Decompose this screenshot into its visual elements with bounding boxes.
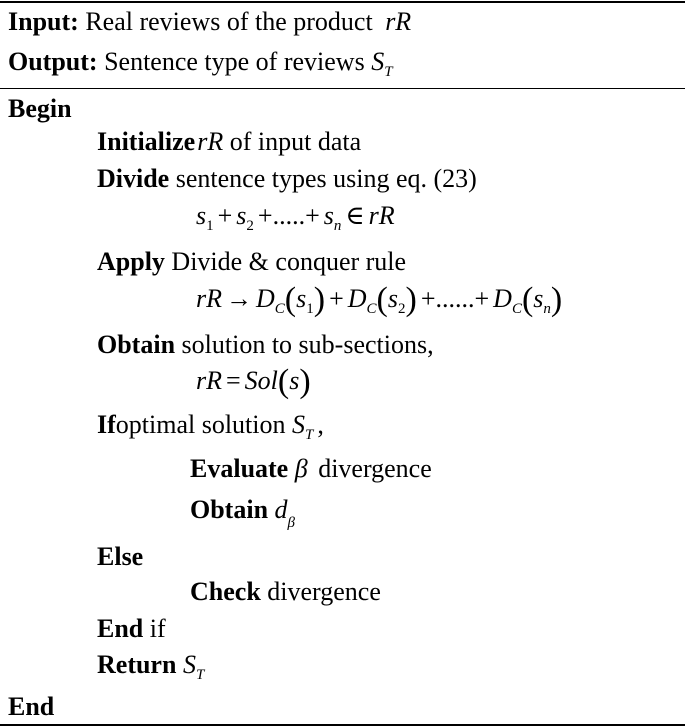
check-line — [190, 577, 381, 607]
check-keyword: Check — [190, 577, 261, 606]
obtain-d-line — [190, 495, 295, 538]
input-text: Real reviews of the product — [85, 7, 373, 36]
initialize-var: rR — [197, 127, 224, 156]
output-var: S — [371, 47, 385, 76]
divide-text: sentence types using eq. (23) — [175, 164, 477, 193]
obtain2-sub: β — [287, 515, 296, 531]
divide-line — [97, 164, 477, 194]
evaluate-line — [190, 454, 432, 484]
evaluate-var: β — [294, 454, 308, 483]
endif-text: if — [149, 614, 166, 643]
if-keyword: If — [97, 410, 116, 439]
return-line — [97, 650, 204, 690]
top-rule — [0, 1, 685, 3]
obtain2-keyword: Obtain — [190, 495, 269, 524]
equation-sum: $s_1 + s_2$ +.....+ $s_n$ ∈ rR — [196, 201, 395, 234]
output-label: Output: — [8, 47, 98, 76]
if-line: Ifoptimal solution $S_T$ , — [97, 410, 324, 443]
header-rule — [0, 88, 685, 89]
begin-keyword: Begin — [8, 94, 72, 123]
equation-divide: rR → $D_C(s_1) + D_C(s_2)$ +......+ $D_C(s_n)$ — [196, 281, 563, 318]
input-line — [8, 7, 411, 37]
end-line — [8, 692, 54, 722]
obtain-solution-line — [97, 330, 434, 360]
check-text: divergence — [267, 577, 381, 606]
output-text: Sentence type of reviews — [104, 47, 365, 76]
else-keyword: Else — [97, 542, 144, 571]
evaluate-text: divergence — [318, 454, 432, 483]
apply-line — [97, 247, 406, 277]
output-sub: T — [384, 64, 393, 80]
endif-line — [97, 614, 166, 644]
output-line — [8, 47, 393, 87]
obtain-text: solution to sub-sections, — [181, 330, 434, 359]
divide-keyword: Divide — [97, 164, 170, 193]
obtain2-var: d — [274, 495, 288, 524]
apply-keyword: Apply — [97, 247, 165, 276]
initialize-text: of input data — [229, 127, 362, 156]
obtain-keyword: Obtain — [97, 330, 176, 359]
endif-keyword: End — [97, 614, 144, 643]
begin-line — [8, 94, 72, 124]
return-keyword: Return — [97, 650, 177, 679]
apply-text: Divide & conquer rule — [171, 247, 407, 276]
evaluate-keyword: Evaluate — [190, 454, 289, 483]
bottom-rule — [0, 724, 685, 726]
if-sub: T — [305, 427, 314, 443]
initialize-keyword: Initialize — [97, 127, 196, 156]
if-text: optimal solution — [115, 410, 286, 439]
return-var: S — [182, 650, 196, 679]
initialize-line — [97, 127, 361, 157]
end-keyword: End — [8, 692, 55, 721]
input-label: Input: — [8, 7, 79, 36]
if-var: S — [292, 410, 306, 439]
return-sub: T — [195, 667, 205, 683]
else-line — [97, 542, 143, 572]
input-var: rR — [385, 7, 412, 36]
equation-solution: rR = Sol(s) — [196, 363, 311, 400]
